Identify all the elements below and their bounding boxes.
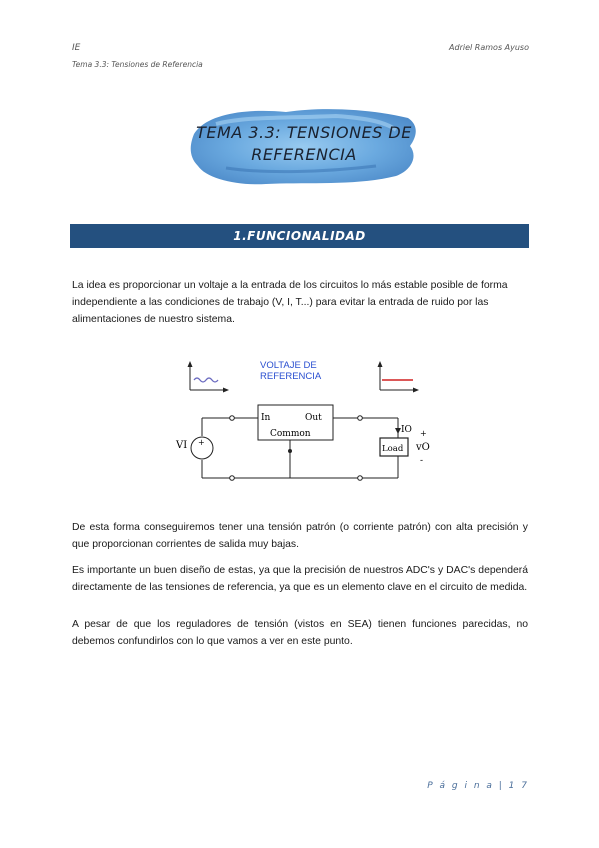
header-topic: Tema 3.3: Tensiones de Referencia — [72, 60, 203, 69]
vout-plus: + — [420, 429, 427, 438]
paragraph-design: Es importante un buen diseño de estas, ya que la precisión de nuestros ADC's y DAC's dependerá directamente de las tensiones de referencia, ya que es un elemento clave en el circuito de medida. — [72, 565, 528, 593]
paragraph-pattern: De esta forma conseguiremos tener una tensión patrón (o corriente patrón) con alta precisión y que proporcionan corrientes de salida muy bajas. — [72, 522, 528, 550]
vout-label: vO — [416, 442, 430, 453]
page-title — [186, 122, 422, 166]
input-signal-graph — [188, 361, 230, 393]
page-title-line2: REFERENCIA — [251, 145, 357, 164]
load-label: Load — [382, 444, 404, 454]
vout-minus: - — [420, 456, 424, 466]
reference-circuit-diagram — [168, 350, 438, 490]
noisy-input-wave — [194, 378, 218, 382]
common-label: Common — [270, 429, 311, 439]
current-label: IO — [401, 425, 412, 435]
output-signal-graph — [378, 361, 420, 393]
paragraph-intro: La idea es proporcionar un voltaje a la entrada de los circuitos lo más estable posible de forma independiente a las condiciones de trabajo (V, I, T...) para evitar la entrada de ruido por las alimentaciones de nuestro sistema. — [72, 280, 508, 325]
section-heading: 1.FUNCIONALIDAD — [70, 224, 529, 248]
paragraph-regulators: A pesar de que los reguladores de tensión (vistos en SEA) tienen funciones parecidas, no debemos confundirlos con lo que vamos a ver en este punto. — [72, 619, 528, 647]
in-label: In — [261, 413, 271, 423]
title-banner — [186, 104, 422, 188]
figure-title-line1: VOLTAJE DE — [260, 360, 317, 371]
page-title-line1: TEMA 3.3: TENSIONES DE — [196, 123, 412, 142]
source-sign: + — [198, 438, 205, 447]
source-label: VI — [176, 440, 188, 451]
figure-title-line2: REFERENCIA — [260, 371, 322, 382]
out-label: Out — [305, 413, 322, 423]
header-subject: IE — [72, 43, 81, 53]
page-number: P á g i n a | 1 7 — [427, 781, 529, 791]
header-author: Adriel Ramos Ayuso — [449, 43, 529, 52]
